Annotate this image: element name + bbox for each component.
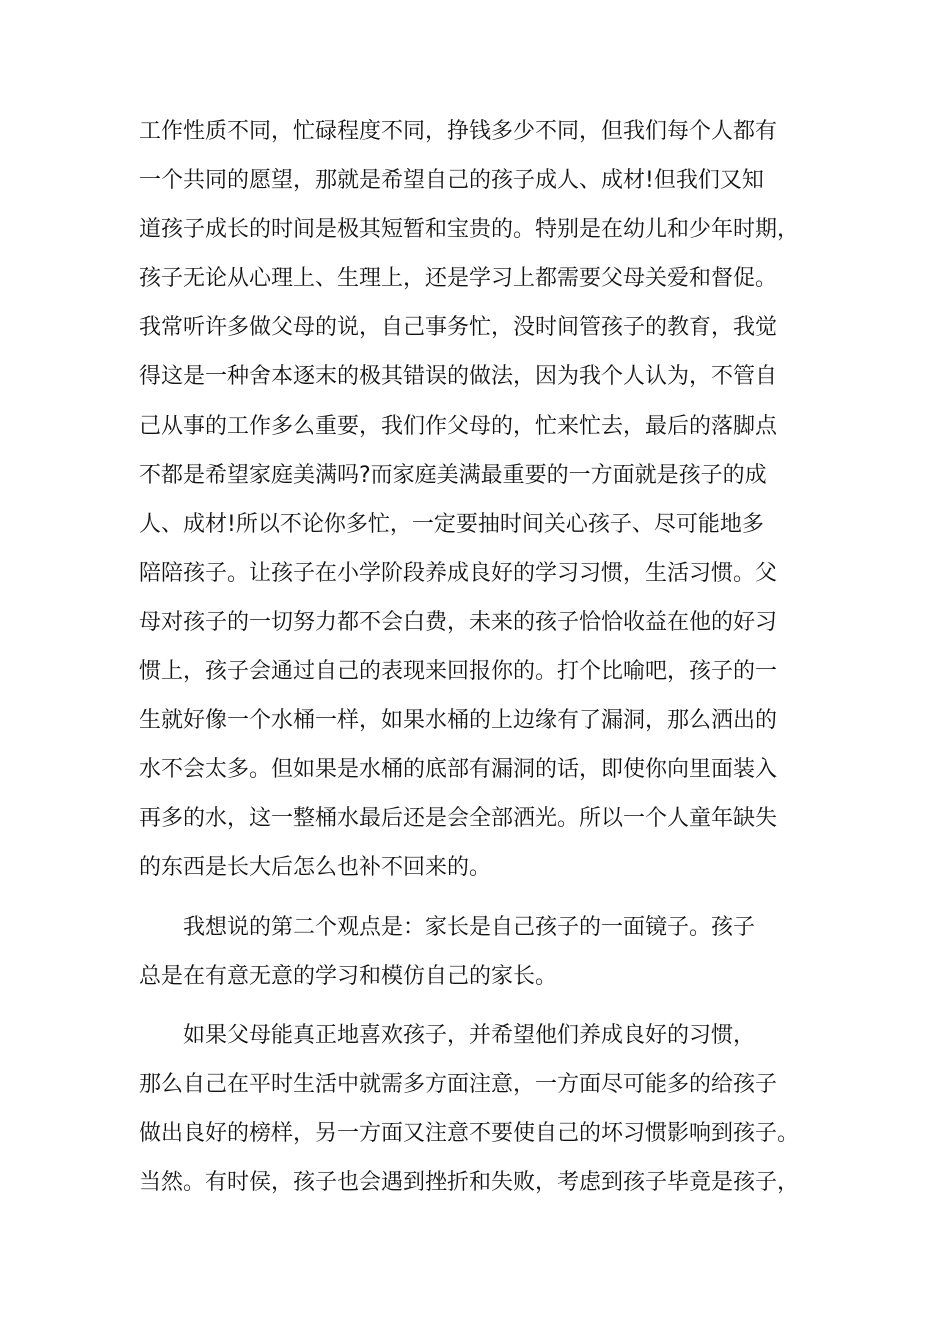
text-line: 我常听许多做父母的说，自己事务忙，没时间管孩子的教育，我觉 (139, 315, 778, 341)
text-line: 道孩子成长的时间是极其短暂和宝贵的。特别是在幼儿和少年时期， (139, 217, 800, 243)
text-line: 那么自己在平时生活中就需多方面注意，一方面尽可能多的给孩子 (139, 1071, 778, 1097)
text-line: 如果父母能真正地喜欢孩子，并希望他们养成良好的习惯， (139, 1022, 756, 1048)
text-line: 得这是一种舍本逐末的极其错误的做法，因为我个人认为，不管自 (139, 364, 778, 390)
document-body (139, 107, 839, 1207)
text-line: 水不会太多。但如果是水桶的底部有漏洞的话，即使你向里面装入 (139, 757, 778, 783)
text-line: 不都是希望家庭美满吗?而家庭美满最重要的一方面就是孩子的成 (139, 462, 767, 488)
text-line: 我想说的第二个观点是：家长是自己孩子的一面镜子。孩子 (139, 914, 756, 940)
text-line: 母对孩子的一切努力都不会白费，未来的孩子恰恰收益在他的好习 (139, 609, 778, 635)
text-line: 当然。有时侯，孩子也会遇到挫折和失败，考虑到孩子毕竟是孩子， (139, 1169, 800, 1195)
text-line: 惯上，孩子会通过自己的表现来回报你的。打个比喻吧，孩子的一 (139, 659, 778, 685)
text-line: 孩子无论从心理上、生理上，还是学习上都需要父母关爱和督促。 (139, 266, 778, 292)
paragraph-1 (139, 107, 839, 893)
text-line: 工作性质不同，忙碌程度不同，挣钱多少不同，但我们每个人都有 (139, 119, 778, 144)
text-line: 做出良好的榜样，另一方面又注意不要使自己的坏习惯影响到孩子。 (139, 1120, 800, 1146)
text-line: 再多的水，这一整桶水最后还是会全部洒光。所以一个人童年缺失 (139, 806, 778, 832)
text-line: 的东西是长大后怎么也补不回来的。 (139, 855, 492, 881)
text-line: 陪陪孩子。让孩子在小学阶段养成良好的学习习惯，生活习惯。父 (139, 560, 778, 586)
paragraph-3 (139, 1011, 839, 1207)
text-line: 人、成材!所以不论你多忙，一定要抽时间关心孩子、尽可能地多 (139, 511, 764, 537)
paragraph-2 (139, 903, 839, 1001)
text-line: 己从事的工作多么重要，我们作父母的，忙来忙去，最后的落脚点 (139, 413, 778, 439)
text-line: 一个共同的愿望，那就是希望自己的孩子成人、成材!但我们又知 (139, 168, 764, 194)
paragraph-gap (139, 1001, 839, 1011)
paragraph-gap (139, 893, 839, 903)
text-line: 总是在有意无意的学习和模仿自己的家长。 (139, 963, 558, 989)
text-line: 生就好像一个水桶一样，如果水桶的上边缘有了漏洞，那么洒出的 (139, 708, 778, 734)
